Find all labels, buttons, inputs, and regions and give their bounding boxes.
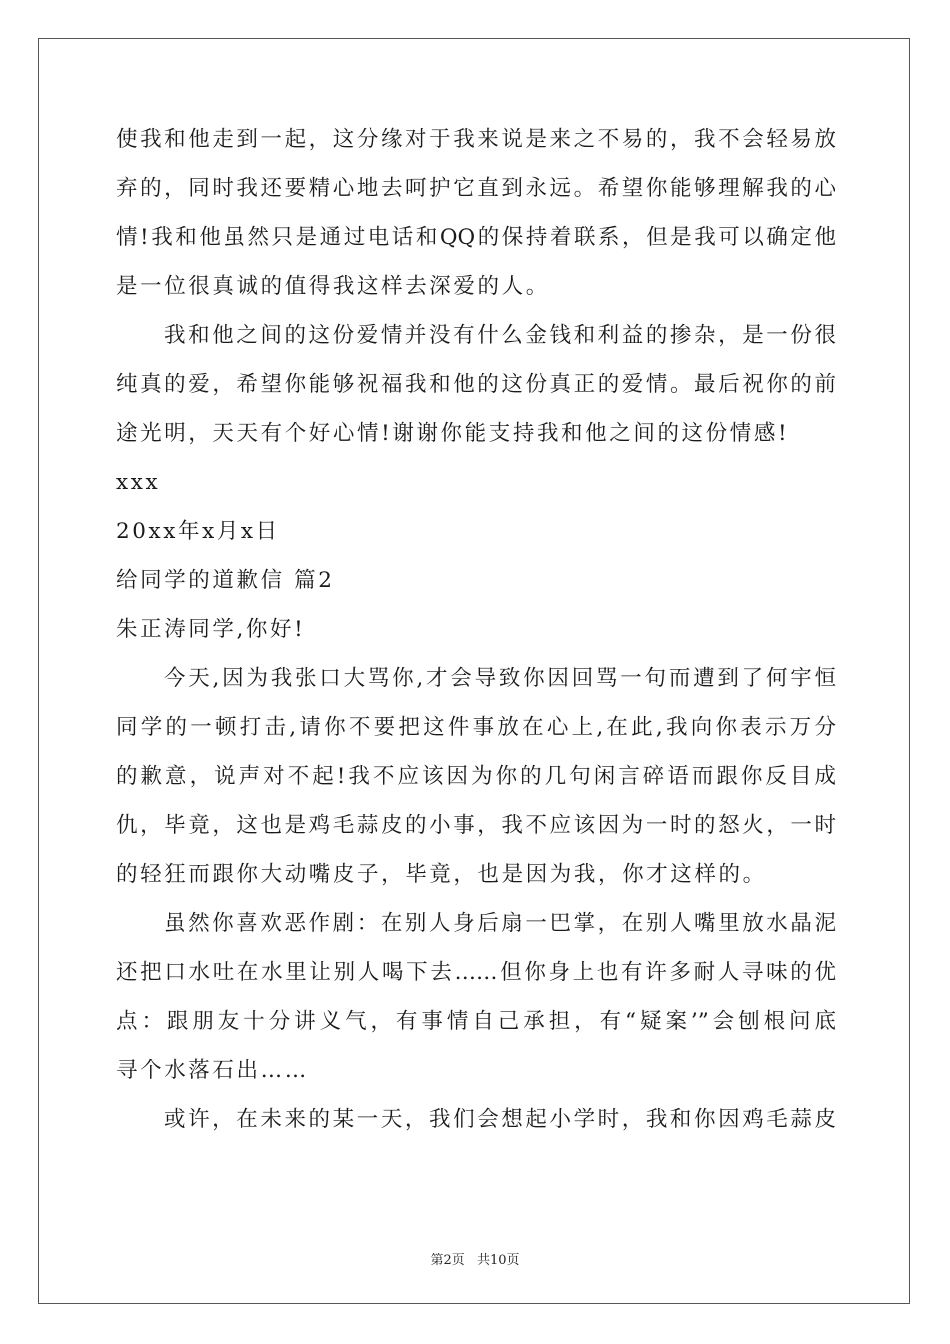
signature: xxx: [116, 470, 161, 495]
text-line: 还把口水吐在水里让别人喝下去……但你身上也有许多耐人寻味的优: [116, 960, 836, 985]
text-line: 寻个水落石出……: [116, 1058, 309, 1083]
date-line: 20xx年x月x日: [116, 519, 280, 544]
text-line: 途光明，天天有个好心情!谢谢你能支持我和他之间的这份情感!: [116, 421, 790, 446]
page-total: 共10页: [476, 1253, 520, 1268]
text-line: 的歉意，说声对不起!我不应该因为你的几句闲言碎语而跟你反目成: [116, 764, 836, 789]
text-line: 情!我和他虽然只是通过电话和QQ的保持着联系，但是我可以确定他: [116, 225, 836, 250]
document-body: [116, 128, 836, 1157]
text-line: 点：跟朋友十分讲义气，有事情自己承担，有“疑案’”会刨根问底: [116, 1009, 836, 1034]
text-line: 使我和他走到一起，这分缘对于我来说是来之不易的，我不会轻易放: [116, 127, 836, 152]
text-line: 仇，毕竟，这也是鸡毛蒜皮的小事，我不应该因为一时的怒火，一时: [116, 813, 836, 838]
paragraph-first-line: 我和他之间的这份爱情并没有什么金钱和利益的掺杂，是一份很: [164, 323, 836, 348]
paragraph-first-line: 今天,因为我张口大骂你,才会导致你因回骂一句而遭到了何宇恒: [164, 666, 836, 691]
text-line: 是一位很真诚的值得我这样去深爱的人。: [116, 274, 550, 299]
page-number: 第2页: [430, 1253, 465, 1268]
text-line: 弃的，同时我还要精心地去呵护它直到永远。希望你能够理解我的心: [116, 176, 836, 201]
text-line: 纯真的爱，希望你能够祝福我和他的这份真正的爱情。最后祝你的前: [116, 372, 836, 397]
text-line: 同学的一顿打击,请你不要把这件事放在心上,在此,我向你表示万分: [116, 715, 836, 740]
paragraph-first-line: 虽然你喜欢恶作剧：在别人身后扇一巴掌，在别人嘴里放水晶泥: [164, 911, 836, 936]
salutation: 朱正涛同学,你好!: [116, 617, 306, 642]
text-line: 的轻狂而跟你大动嘴皮子，毕竟，也是因为我，你才这样的。: [116, 862, 767, 887]
section-title: 给同学的道歉信 篇2: [116, 568, 335, 593]
paragraph-first-line: 或许，在未来的某一天，我们会想起小学时，我和你因鸡毛蒜皮: [164, 1107, 836, 1132]
page-footer: [0, 1249, 950, 1268]
